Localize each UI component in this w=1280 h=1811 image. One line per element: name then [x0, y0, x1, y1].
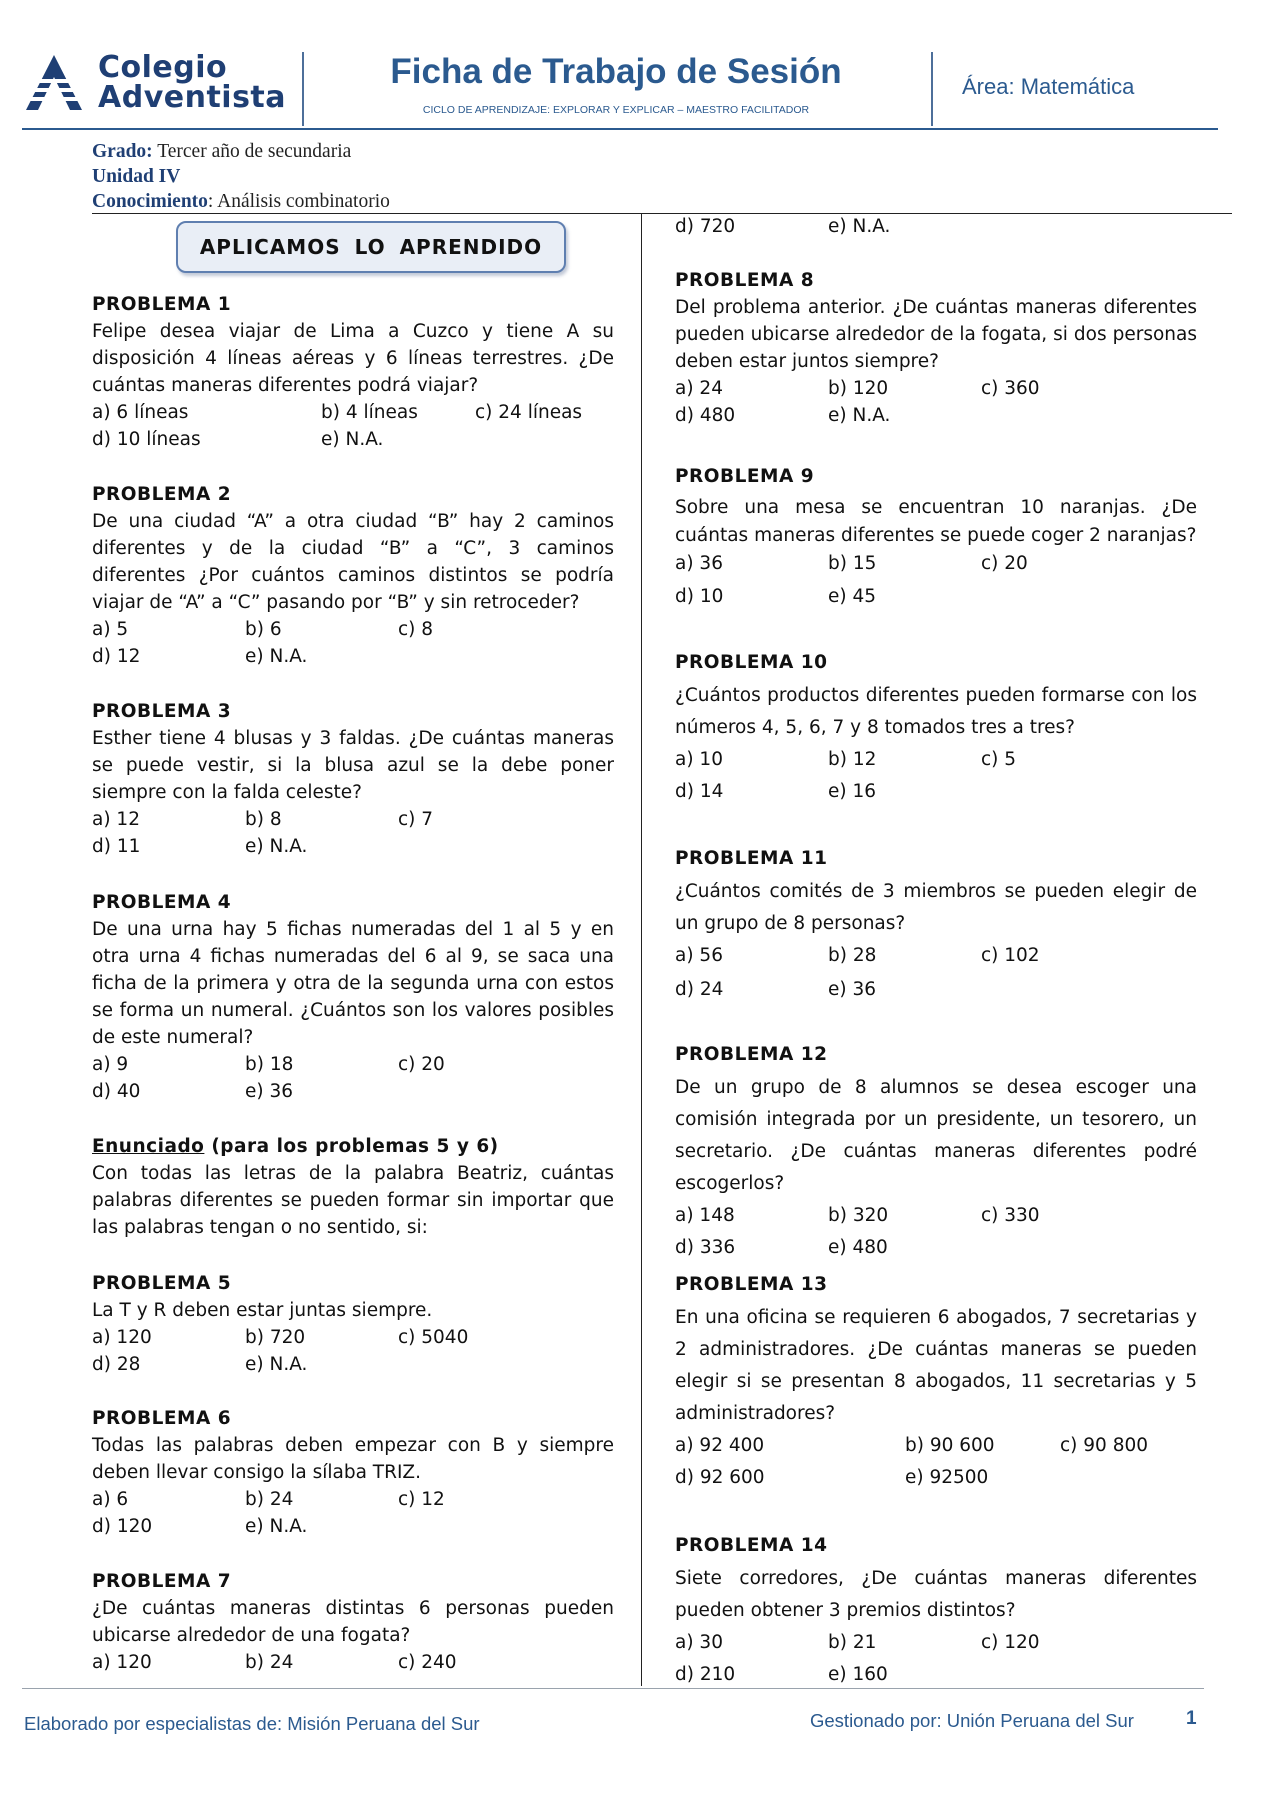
options-row	[92, 1078, 614, 1105]
problem-text: De un grupo de 8 alumnos se desea escoger una comisión integrada por un presidente, un tesorero, un secretario. ¿De cuántas maneras diferentes podré escogerlos?	[675, 1077, 1197, 1194]
problem-11	[675, 845, 1197, 1004]
option-b: b) 320	[828, 1205, 889, 1226]
problem-10	[675, 649, 1197, 808]
option-c: c) 20	[981, 553, 1028, 574]
option-a: a) 36	[675, 553, 723, 574]
problem-text: ¿De cuántas maneras distintas 6 personas pueden ubicarse alrededor de una fogata?	[92, 1598, 614, 1646]
option-d: d) 720	[675, 216, 736, 237]
problem-title: PROBLEMA 6	[92, 1408, 232, 1429]
problem-title: PROBLEMA 9	[675, 466, 815, 487]
options-row	[92, 616, 614, 643]
options-row	[92, 1351, 614, 1378]
option-c: c) 240	[398, 1652, 457, 1673]
sheet-title: Ficha de Trabajo de Sesión	[390, 52, 842, 91]
option-c: c) 8	[398, 619, 434, 640]
problem-text: ¿Cuántos comités de 3 miembros se pueden elegir de un grupo de 8 personas?	[675, 881, 1197, 934]
problem-text: Siete corredores, ¿De cuántas maneras diferentes pueden obtener 3 premios distintos?	[675, 1568, 1197, 1621]
page-number: 1	[1186, 1708, 1197, 1729]
problem-text: Felipe desea viajar de Lima a Cuzco y tiene A su disposición 4 líneas aéreas y 6 líneas terrestres. ¿De cuántas maneras diferentes podrá viajar?	[92, 321, 614, 396]
section-banner: APLICAMOS LO APRENDIDO	[176, 221, 566, 273]
option-b: b) 8	[245, 809, 282, 830]
option-a: a) 92 400	[675, 1435, 765, 1456]
options-row	[92, 1513, 614, 1540]
option-a: a) 56	[675, 945, 723, 966]
problem-title: PROBLEMA 7	[92, 1571, 232, 1592]
option-a: a) 12	[92, 809, 140, 830]
statement-title-main: Enunciado	[92, 1136, 205, 1157]
options-row	[675, 375, 1197, 402]
problem-title: PROBLEMA 13	[675, 1274, 828, 1295]
learning-cycle: CICLO DE APRENDIZAJE: EXPLORAR Y EXPLICAR – MAESTRO FACILITADOR	[422, 104, 810, 116]
options-row	[675, 1659, 1197, 1691]
column-divider	[641, 214, 642, 1686]
problem-title: PROBLEMA 3	[92, 701, 232, 722]
problem-text: Todas las palabras deben empezar con B y siempre deben llevar consigo la sílaba TRIZ.	[92, 1435, 614, 1483]
grade-line	[92, 139, 390, 164]
option-e: e) N.A.	[321, 429, 384, 450]
problem-2	[92, 481, 614, 670]
option-c: c) 5040	[398, 1327, 469, 1348]
option-b: b) 28	[828, 945, 877, 966]
option-b: b) 24	[245, 1652, 294, 1673]
problem-6	[92, 1405, 614, 1540]
option-e: e) N.A.	[245, 646, 308, 667]
option-c: c) 90 800	[1060, 1435, 1149, 1456]
problem-title: PROBLEMA 5	[92, 1273, 232, 1294]
option-e: e) 92500	[905, 1467, 989, 1488]
statement-text: Con todas las letras de la palabra Beatriz, cuántas palabras diferentes se pueden formar sin importar que las palabras tengan o no sentido, si:	[92, 1163, 614, 1238]
options-row	[675, 1430, 1197, 1462]
problem-title: PROBLEMA 11	[675, 848, 828, 869]
option-a: a) 120	[92, 1327, 152, 1348]
knowledge-line	[92, 189, 390, 214]
options-row	[675, 940, 1197, 972]
problem-7-continued	[675, 213, 1197, 240]
footer-credit: Elaborado por especialistas de: Misión Peruana del Sur	[24, 1713, 480, 1734]
course-info	[92, 139, 390, 214]
options-row	[92, 1649, 614, 1676]
problem-title: PROBLEMA 10	[675, 652, 828, 673]
option-d: d) 10 líneas	[92, 429, 201, 450]
statement-title-rest: (para los problemas 5 y 6)	[204, 1136, 499, 1157]
footer-managed-by: Gestionado por: Unión Peruana del Sur	[810, 1710, 1134, 1731]
option-b: b) 12	[828, 749, 877, 770]
option-b: b) 90 600	[905, 1435, 995, 1456]
options-row	[675, 213, 1197, 240]
option-d: d) 92 600	[675, 1467, 765, 1488]
logo-text-line1: Colegio	[98, 50, 228, 85]
problem-text: De una ciudad “A” a otra ciudad “B” hay 2 caminos diferentes y de la ciudad “B” a “C”, 3 caminos diferentes ¿Por cuántos caminos distintos se podría viajar de “A” a “C” pasando por “B” y sin retroceder?	[92, 511, 614, 613]
options-row	[675, 1232, 1197, 1264]
unit-label: Unidad IV	[92, 166, 181, 187]
problem-13	[675, 1271, 1197, 1494]
header-rule	[22, 128, 1218, 130]
problem-title: PROBLEMA 2	[92, 484, 232, 505]
problem-3	[92, 698, 614, 860]
option-d: d) 24	[675, 979, 724, 1000]
problem-4	[92, 889, 614, 1105]
option-d: d) 120	[92, 1516, 153, 1537]
statement-title	[92, 1133, 614, 1160]
options-row	[92, 426, 614, 453]
problem-14	[675, 1532, 1197, 1691]
option-a: a) 6	[92, 1489, 129, 1510]
option-a: a) 6 líneas	[92, 402, 189, 423]
logo-text-line2: Adventista	[98, 80, 287, 115]
option-e: e) N.A.	[828, 216, 891, 237]
options-row	[675, 1200, 1197, 1232]
option-a: a) 24	[675, 378, 723, 399]
grade-label: Grado:	[92, 141, 153, 162]
header-divider	[302, 52, 304, 126]
option-b: b) 24	[245, 1489, 294, 1510]
options-row	[92, 643, 614, 670]
option-d: d) 336	[675, 1237, 736, 1258]
problem-text: Sobre una mesa se encuentran 10 naranjas. ¿De cuántas maneras diferentes se puede coger 2 naranjas?	[675, 497, 1197, 546]
problem-12	[675, 1041, 1197, 1264]
option-a: a) 9	[92, 1054, 129, 1075]
option-d: d) 28	[92, 1354, 141, 1375]
option-e: e) N.A.	[245, 836, 308, 857]
options-row	[92, 1486, 614, 1513]
option-c: c) 330	[981, 1205, 1040, 1226]
problem-9	[675, 463, 1197, 609]
options-row	[675, 744, 1197, 776]
problem-title: PROBLEMA 8	[675, 270, 815, 291]
option-d: d) 10	[675, 586, 724, 607]
option-e: e) 16	[828, 781, 877, 802]
problem-1	[92, 291, 614, 453]
option-a: a) 10	[675, 749, 723, 770]
option-a: a) 148	[675, 1205, 735, 1226]
unit-line	[92, 164, 390, 189]
options-row	[92, 833, 614, 860]
option-b: b) 6	[245, 619, 282, 640]
problem-text: De una urna hay 5 fichas numeradas del 1 al 5 y en otra urna 4 fichas numeradas del 6 al 9, se saca una ficha de la primera y otra de la segunda urna con estos se forma un numeral. ¿Cuántos son los valores posibles de este numeral?	[92, 919, 614, 1048]
option-c: c) 7	[398, 809, 434, 830]
option-e: e) 45	[828, 586, 877, 607]
option-e: e) N.A.	[245, 1354, 308, 1375]
option-d: d) 210	[675, 1664, 736, 1685]
options-row	[675, 776, 1197, 808]
option-d: d) 11	[92, 836, 141, 857]
knowledge-value: : Análisis combinatorio	[207, 191, 390, 212]
option-e: e) N.A.	[245, 1516, 308, 1537]
option-a: a) 30	[675, 1632, 723, 1653]
option-e: e) 36	[245, 1081, 294, 1102]
option-c: c) 5	[981, 749, 1017, 770]
knowledge-label: Conocimiento	[92, 191, 208, 212]
problem-text: En una oficina se requieren 6 abogados, 7 secretarias y 2 administradores. ¿De cuántas maneras se pueden elegir si se presentan 8 abogados, 11 secretarias y 5 administradores?	[675, 1307, 1197, 1424]
option-d: d) 14	[675, 781, 724, 802]
option-e: e) N.A.	[828, 405, 891, 426]
options-row	[92, 399, 614, 426]
option-a: a) 120	[92, 1652, 152, 1673]
problem-title: PROBLEMA 1	[92, 294, 232, 315]
options-row	[675, 1627, 1197, 1659]
subject-area: Área: Matemática	[962, 74, 1135, 99]
problem-7	[92, 1568, 614, 1676]
page-header	[0, 0, 1280, 135]
option-c: c) 20	[398, 1054, 445, 1075]
option-a: a) 5	[92, 619, 129, 640]
option-d: d) 480	[675, 405, 736, 426]
option-b: b) 21	[828, 1632, 877, 1653]
option-c: c) 360	[981, 378, 1040, 399]
problem-title: PROBLEMA 14	[675, 1535, 828, 1556]
options-row	[92, 1051, 614, 1078]
problem-text: ¿Cuántos productos diferentes pueden formarse con los números 4, 5, 6, 7 y 8 tomados tres a tres?	[675, 685, 1197, 738]
option-c: c) 24 líneas	[475, 402, 583, 423]
problem-text: Del problema anterior. ¿De cuántas maneras diferentes pueden ubicarse alrededor de la fogata, si dos personas deben estar juntos siempre?	[675, 297, 1197, 372]
problem-5	[92, 1270, 614, 1378]
option-b: b) 120	[828, 378, 889, 399]
option-e: e) 160	[828, 1664, 888, 1685]
option-c: c) 12	[398, 1489, 445, 1510]
options-row	[675, 1462, 1197, 1494]
problem-text: La T y R deben estar juntas siempre.	[92, 1300, 433, 1321]
problem-8	[675, 267, 1197, 429]
option-d: d) 40	[92, 1081, 141, 1102]
options-row	[92, 806, 614, 833]
header-divider	[931, 52, 933, 126]
grade-value: Tercer año de secundaria	[157, 141, 352, 162]
options-row	[675, 972, 1197, 1004]
option-c: c) 102	[981, 945, 1040, 966]
problem-text: Esther tiene 4 blusas y 3 faldas. ¿De cuántas maneras se puede vestir, si la blusa azul se la debe poner siempre con la falda celeste?	[92, 728, 614, 803]
options-row	[92, 1324, 614, 1351]
problem-title: PROBLEMA 4	[92, 892, 232, 913]
options-row	[675, 402, 1197, 429]
statement-5-6	[92, 1133, 614, 1241]
footer-rule	[22, 1688, 1204, 1689]
option-b: b) 15	[828, 553, 877, 574]
options-row	[675, 577, 1197, 609]
option-d: d) 12	[92, 646, 141, 667]
option-e: e) 36	[828, 979, 877, 1000]
option-c: c) 120	[981, 1632, 1040, 1653]
school-logo-icon	[26, 55, 82, 110]
option-b: b) 18	[245, 1054, 294, 1075]
problem-title: PROBLEMA 12	[675, 1044, 828, 1065]
option-b: b) 720	[245, 1327, 306, 1348]
option-e: e) 480	[828, 1237, 888, 1258]
options-row	[675, 550, 1197, 577]
option-b: b) 4 líneas	[321, 402, 418, 423]
